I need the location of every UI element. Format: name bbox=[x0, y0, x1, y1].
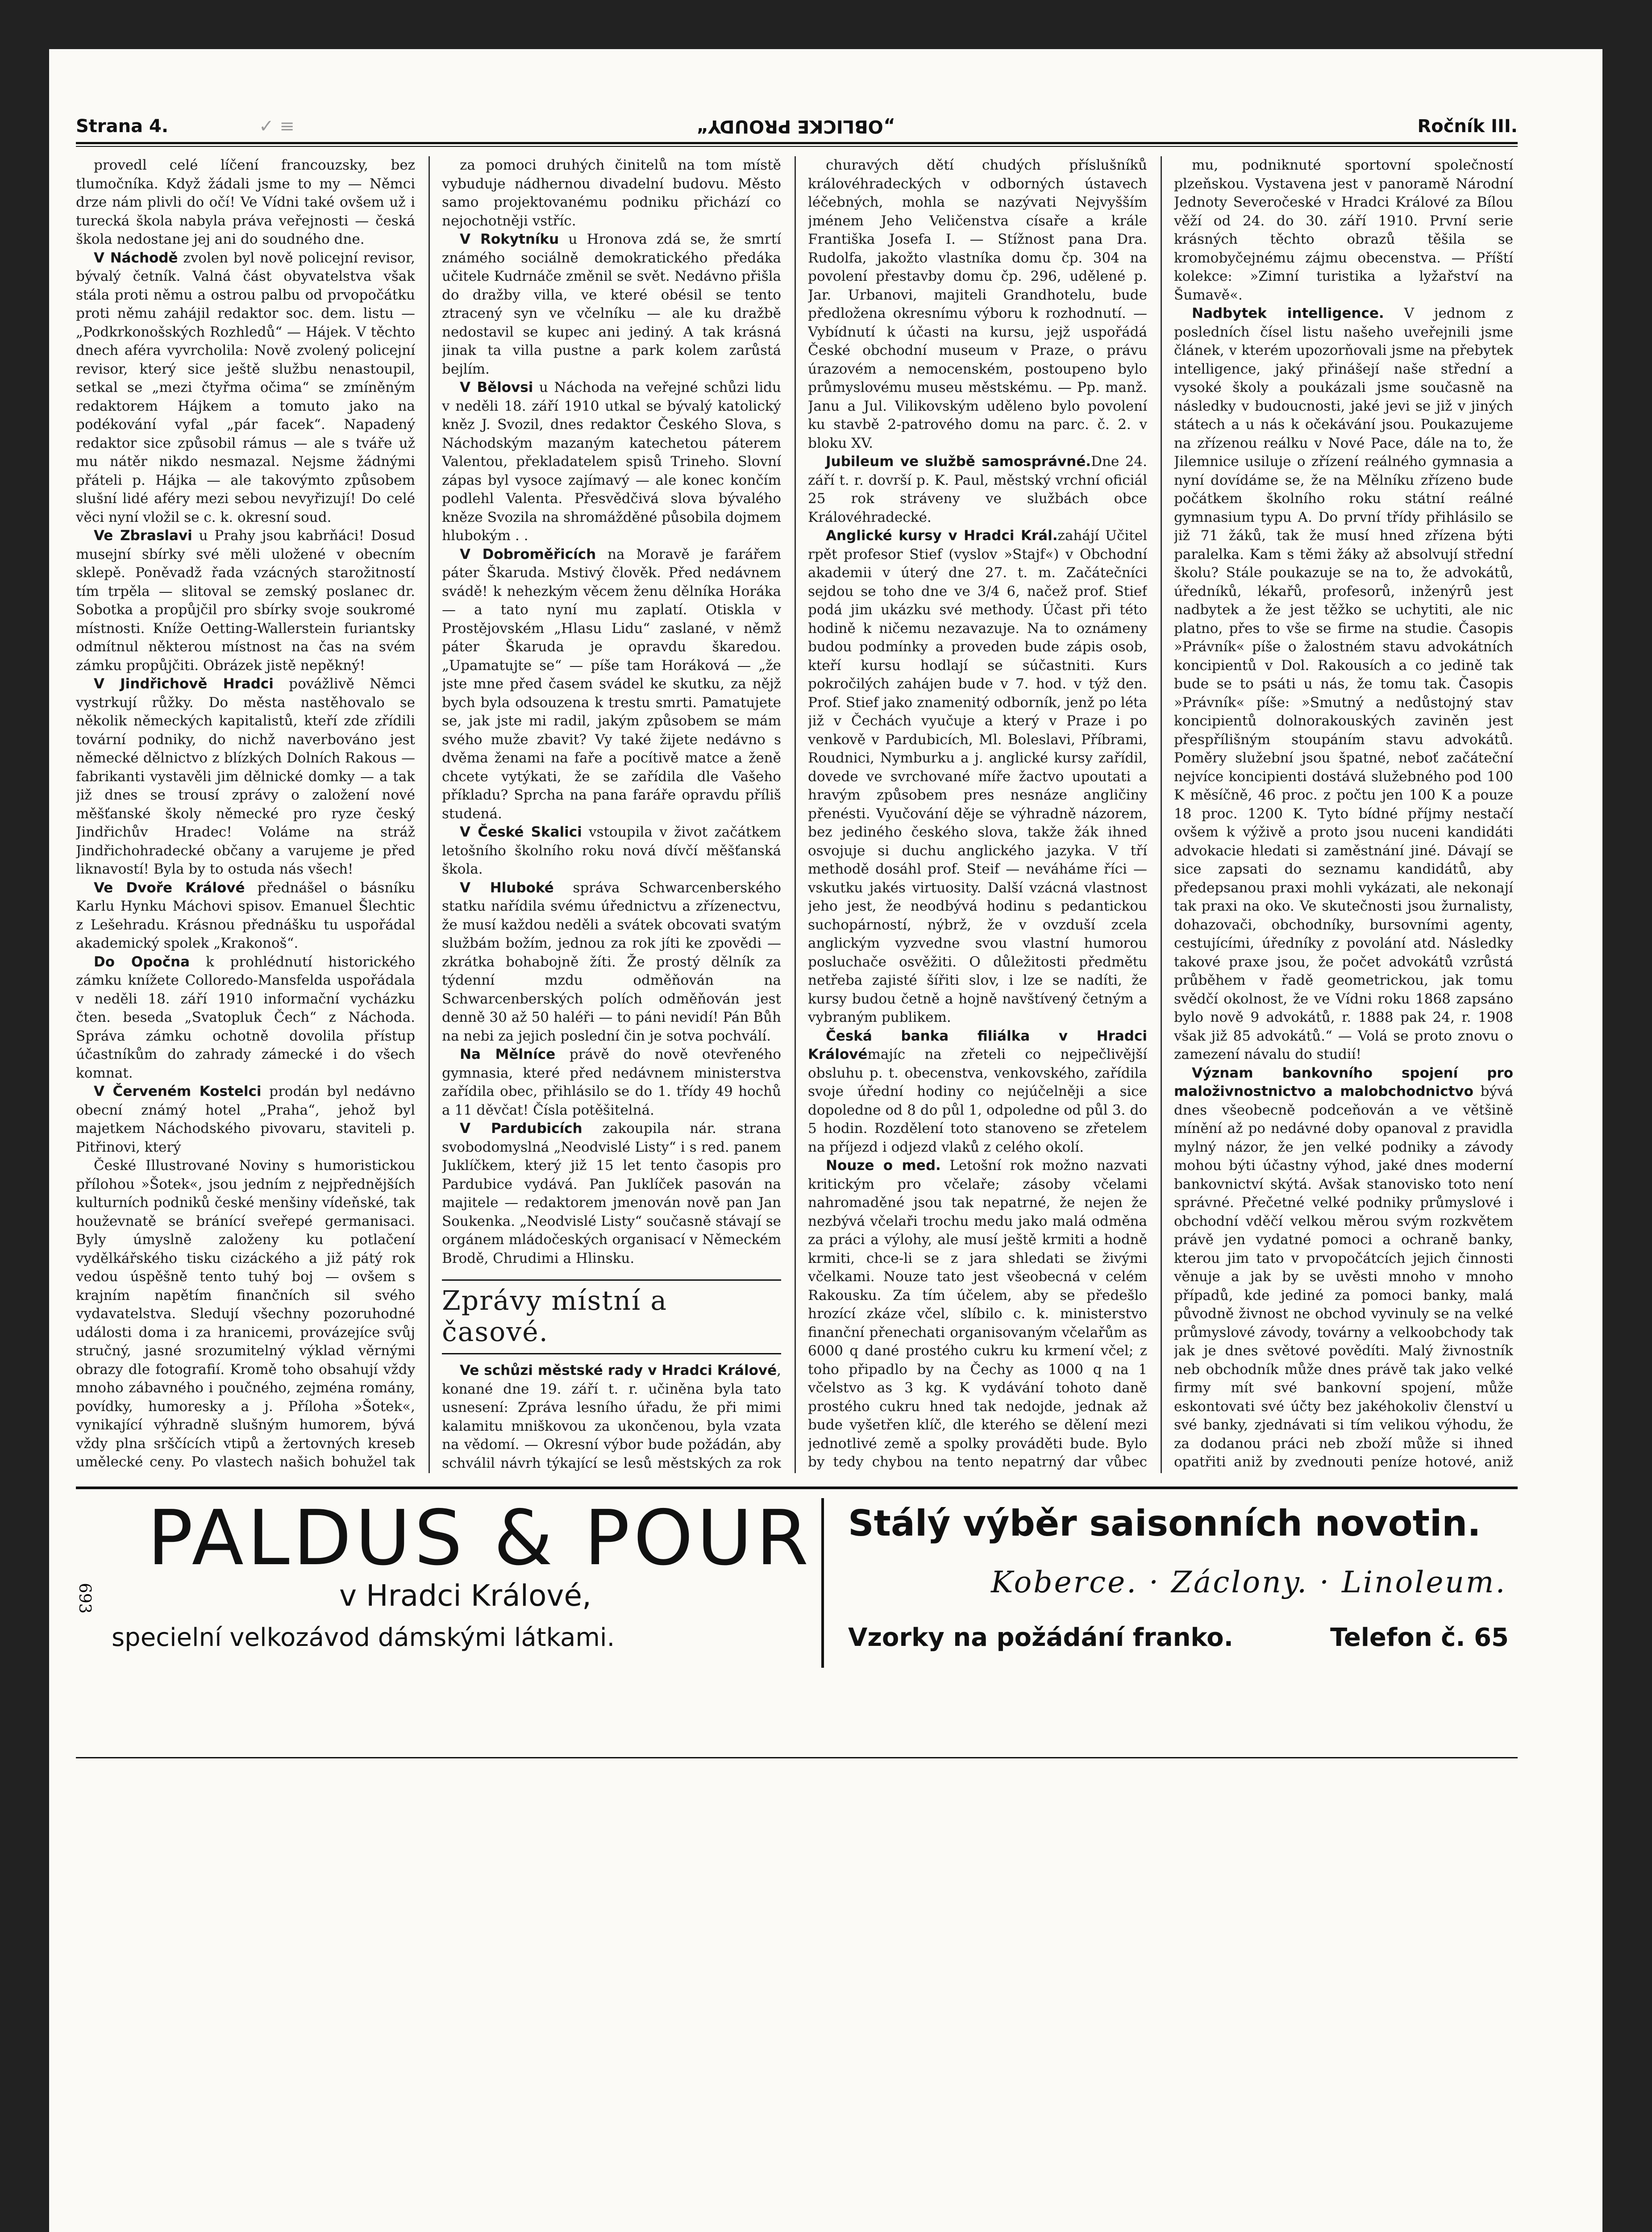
ad-specialty: specielní velkozávod dámskými látkami. bbox=[112, 1623, 615, 1652]
article-place: V Hluboké bbox=[460, 879, 554, 896]
ad-goods: Koberce. · Záclony. · Linoleum. bbox=[991, 1565, 1507, 1599]
article-paragraph bbox=[76, 953, 415, 1083]
article-paragraph bbox=[808, 453, 1147, 527]
article-paragraph bbox=[76, 675, 415, 879]
article-place: Ve Zbraslavi bbox=[94, 528, 192, 544]
article-heading: Česká banka filiálka v Hradci Králové bbox=[808, 1028, 1147, 1062]
article-place: V Rokytníku bbox=[460, 231, 559, 247]
masthead-title: „OBLICKE PROUDY“ bbox=[696, 116, 895, 137]
article-text: na Moravě je farářem páter Škaruda. Mstivý člověk. Před nedávnem svádě! k nehezkým věcem ženu dělníka Horáka — a tato nyní mu zaplatí. Otiskla v Prostějovském „Hlasu Lidu“ zaslané, v němž páter Škaruda je opravdu škaredou. „Upamatujte se“ — píše tam Horáková — „že jste mne před časem svádel ke skutku, za nějž bych byla odsouzena k trestu smrti. Pamatujete se, jak jste mi radil, jakým způsobem se mám svého muže zbavit? Vy také žijete nedávno s dvěma ženami na faře a pocítivě matce a ženě chcete vytýkati, že se zařídila dle Vašeho příkladu? Sprcha na pana faráře opravdu příliš studená. bbox=[442, 546, 781, 822]
ad-location: v Hradci Králové, bbox=[339, 1578, 591, 1613]
section-heading bbox=[442, 1279, 781, 1354]
column-4 bbox=[1174, 156, 1513, 1473]
ad-number: 693 bbox=[75, 1583, 94, 1614]
article-paragraph bbox=[808, 156, 1147, 453]
ad-divider bbox=[821, 1498, 824, 1668]
header-rule-thin bbox=[76, 146, 1518, 147]
article-text: zvolen byl nově policejní revisor, bývalý četník. Valná část obyvatelstva však stála proti němu a ostrou palbu od prvopočátku proti němu zahájil redaktor soc. dem. listu — „Podkrkonošských Rozhledů“ — Hájek. V těchto dnech aféra vyvrcholila: Nově zvolený policejní revisor, který sice ještě službu nenastoupil, setkal se „mezi čtyřma očima“ se zmíněným redaktorem Hájkem a tomuto jako na podékování vyfal „pár facek“. Napadený redaktor sice způsobil rámus — ale s tváře už mu nátěr nikdo nesmazal. Nejsme žádnými přáteli p. Hájka — ale takovýmto způsobem slušní lidé aféry mezi sebou nevyřizují! Do celé věci nyní vložil se c. k. okresní soud. bbox=[76, 250, 415, 525]
article-paragraph bbox=[1174, 156, 1513, 304]
article-paragraph bbox=[76, 527, 415, 675]
article-text: zakoupila nár. strana svobodomyslná „Neodvislé Listy“ i s red. panem Juklíčkem, který již 15 let tento časopis pro Pardubice vydává. Pan Juklíček pasován na majitele — redaktorem jmenován nově pan Jan Soukenka. „Neodvislé Listy“ současně stávají se orgánem mládočeských organisací v Německém Brodě, Chrudimi a Hlinsku. bbox=[442, 1120, 781, 1266]
article-heading: Nadbytek intelligence. bbox=[1192, 305, 1384, 321]
article-paragraph bbox=[442, 1120, 781, 1268]
margin-mark: ✓ ≡ bbox=[259, 116, 295, 137]
article-paragraph bbox=[1174, 1064, 1513, 1474]
article-text: České Illustrované Noviny s humoristickou přílohou »Šotek«, jsou jedním z nejpřednějších kulturních podniků české menšiny vídeňské, tak houževnatě se bránící sveřepé germanisaci. Byly úmyslně založeny ku potlačení vydělkářského tisku cizáckého a již pátý rok vedou úspěšně tento tuhý boj — ovšem s krajním napětím finančních sil svého vydavatelstva. Sledují všechny pozoruhodné události doma i za hranicemi, provázejíce svůj stručný, jasné srozumitelný výklad věrnými obrazy dle fotografií. Kromě toho obsahují vždy mnoho zábavného i poučného, zejména romány, povídky, humoresky a j. Příloha »Šotek«, vynikající výhradně slušným humorem, bývá vždy plna srščících vtipů a žertovných kreseb umělecké ceny. Po vlastech našich bohužel tak bbox=[76, 1158, 415, 1470]
article-paragraph bbox=[808, 1157, 1147, 1473]
article-text: u Hronova zdá se, že smrtí známého sociálně demokratického předáka učitele Kudrnáče změnil se svět. Nedávno přišla do dražby villa, ve které obésil se tento ztracený syn ve včelníku — ale ku dražbě nedostavil se kupec ani jediný. A tak krásná jinak ta villa pustne a park kolem zarůstá bejlím. bbox=[442, 231, 781, 377]
article-paragraph bbox=[76, 1157, 415, 1473]
article-text: provedl celé líčení francouzsky, bez tlumočníka. Když žádali jsme to my — Němci drze nám plivli do očí! Ve Vídni také ovšem už i turecká škola nabyla práva veřejnosti — česká škola nedostane jej ani do soudného dne. bbox=[76, 157, 415, 247]
volume-label: Ročník III. bbox=[1417, 116, 1518, 137]
article-place: Do Opočna bbox=[94, 954, 190, 970]
article-paragraph bbox=[442, 546, 781, 824]
article-text: k prohlédnutí historického zámku knížete Colloredo-Mansfelda uspořádala v neděli 18. září 1910 informační vycházku čten. beseda „Svatopluk Čech“ z Náchoda. Správa zámku ochotně dovolila přístup účastníkům do zahrady zámecké i do všech komnat. bbox=[76, 954, 415, 1081]
article-place: Na Mělníce bbox=[460, 1046, 556, 1062]
article-paragraph bbox=[808, 1027, 1147, 1157]
article-text: povážlivě Němci vystrkují růžky. Do města nastěhovalo se několik německých kapitalistů, kteří zde zřídili tovární podniky, do nichž naverbováno jest německé dělnictvo z blízkých Dolních Rakous — fabrikanti vystavěli jim dělnické domky — a tak již dnes se trousí zprávy o založení nové měšťanské školy německé pro ryze český Jindřichův Hradec! Voláme na stráž Jindřichohradecké občany a varujeme je před liknavostí! Byla by to ostuda nás všech! bbox=[76, 676, 415, 877]
article-text: majíc na zřeteli co nejpečlivější obsluhu p. t. obecenstva, venkovského, zařídila svoje úřední hodiny co nejúčelněji a sice dopoledne od 8 do půl 1, odpoledne od půl 3. do 5 hodin. Rozdělení toto stanoveno se zřetelem na příjezd i odjezd vlaků z celého okolí. bbox=[808, 1046, 1147, 1155]
article-text: Dne 24. září t. r. dovrší p. K. Paul, městský vrchní oficiál 25 rok stráveny ve službách obce Královéhradecké. bbox=[808, 454, 1147, 525]
article-paragraph bbox=[808, 527, 1147, 1027]
column-divider bbox=[429, 156, 430, 1473]
page-number: Strana 4. bbox=[76, 116, 169, 137]
article-paragraph bbox=[76, 879, 415, 953]
column-3 bbox=[808, 156, 1147, 1473]
article-text: bývá dnes všeobecně podceňován a ve většině mínění až po nedávné doby opanoval z pravidla mylný názor, že jen velké podniky a závody mohou býti účastny výhod, jaké dnes moderní bankovnictví skýtá. Avšak stanovisko toto není správné. Přečetné velké podniky průmyslové i obchodní vděčí velkou měrou svým rozkvětem právě jen vydatné pomoci a ochraně banky, kterou jim tato v prvopočátcích jejich činnosti věnuje a jak by se uvěsti mnoho v mnoho případů, kde jediné za pomoci banky, malá původně živnost ne obchod vyvinuly se na velké průmyslové závody, továrny a velkoobchody tak jak je dnes světové povědíti. Malý živnostník neb obchodník může dnes právě tak jako velké firmy mít své bankovní spojení, může eskontovati své účty bez jakéhokoliv členství u své banky, zjednávati si tím velikou výhodu, že za dodanou práci neb zboží může si ihned opatřiti aniž by zvednouti peníze hotové, aniž bbox=[1174, 1083, 1513, 1470]
article-paragraph bbox=[76, 156, 415, 249]
article-place: Ve schůzi městské rady v Hradci Králové bbox=[460, 1362, 777, 1378]
article-paragraph bbox=[442, 823, 781, 879]
ad-phone: Telefon č. 65 bbox=[1330, 1623, 1509, 1652]
article-paragraph bbox=[442, 879, 781, 1046]
article-text: správa Schwarcenberského statku nařídila svému úřednictvu a zřízenectvu, že musí každou neděli a svátek obcovati svatým službám božím, jednou za rok jíti ke zpovědi — zkrátka bohabojně žíti. Že prostý dělník za týdenní mzdu odměňován na Schwarcenberských polích odměňován jest denně 30 až 50 haléři — to páni nevidí! Pán Bůh na nebi za jejich poslední čin je sotva pochválí. bbox=[442, 879, 781, 1044]
article-heading: Jubileum ve službě samosprávné. bbox=[826, 454, 1091, 470]
page-header bbox=[76, 116, 1518, 143]
article-place: V Bělovsi bbox=[460, 379, 533, 396]
article-place: V Dobroměřicích bbox=[460, 546, 596, 562]
article-text: churavých dětí chudých příslušníků královéhradeckých v odborných ústavech léčebných, mohla se nazývati Nejvyšším jménem Jeho Veličenstva císaře a krále Františka Josefa I. — Stížnost pana Dra. Rudolfa, jakožto vlastníka domu čp. 304 na povolení přestavby domu čp. 296, udělené p. Jar. Urbanovi, majiteli Grandhotelu, bude předložena okresnímu výboru k rozhodnutí. — Vybídnutí k účasti na kursu, jejž uspořádá České obchodní museum v Praze, o právu úrazovém a nemocenském, postoupeno bylo průmyslovému museu městskému. — Pp. manž. Janu a Jul. Vilikovským uděleno bylo povolení ku stavbě 2-patrového domu na parc. č. 2. v bloku XV. bbox=[808, 157, 1147, 451]
article-text: mu, podniknuté sportovní společností plzeňskou. Vystavena jest v panoramě Národní Jednoty Severočeské v Hradci Králové za Bílou věží od 24. do 30. září 1910. První serie krásných těchto obrazů těšila se kromobyčejnému zájmu obecenstva. — Příští kolekce: »Zimní turistika a lyžařství na Šumavě«. bbox=[1174, 157, 1513, 303]
column-1 bbox=[76, 156, 415, 1473]
article-heading: Význam bankovního spojení pro maloživnostnictvo a malobchodnictvo bbox=[1174, 1065, 1513, 1099]
article-place: V Náchodě bbox=[94, 250, 178, 266]
section-title: Zprávy místní a časové. bbox=[442, 1285, 668, 1348]
article-text: V jednom z posledních čísel listu našeho uveřejnili jsme článek, v kterém upozorňovali jsme na přebytek intelligence, jaký přinášejí naše střední a vysoké školy a poukázali jsme současně na následky v budoucnosti, jaké jevi se již v jiných státech a u nás k očekávání jsou. Poukazujeme na zřízenou reálku v Nové Pace, dále na to, že Jilemnice usiluje o zřízení reálného gymnasia a nyní dovídáme se, že na Mělníku zřízeno bude počátkem školního roku státní reálné gymnasium typu A. Do první třídy přihlásilo se již 71 žáků, tak že musí hned zřízena býti paralelka. Kam s těmi žáky až absolvují střední školu? Stále poukazuje se na to, že advokátů, úředníků, lékařů, profesorů, inženýrů jest nadbytek a že jest těžko se uchytiti, ale nic platno, přes to vše se firme na studie. Časopis »Právník« píše o žalostném stavu advokátních koncipientů v Dol. Rakousích a co jedině tak bude se to psáti u nás, že tomu tak. Časopis »Právník« píše: »Smutný a nedůstojný stav koncipientů dolnorakouských zaviněn jest přespřílišným stoupáním stavu advokátů. Poměry služební jsou špatné, neboť začáteční nejvíce koncipienti dostává služebného pod 100 K měsíčně, 46 proc. z počtu jen 100 K a pouze 18 proc. 1200 K. Tyto bídné příjmy nestačí ovšem k výživě a proto jsou nuceni kandidáti advokacie hledati si zaměstnání jiné. Dávají se sice zapsati do seznamu kandidátů, aby předepsanou praxi mohli vykázati, ale nekonají tak praxi na oko. Ve skutečnosti jsou žurnalisty, dohazovači, obchodníky, bursovními agenty, cestujícími, úředníky z povolání atd. Následky takové praxe jsou, že počet advokátů vzrůstá průběhem v řadě geometrickou, jak tomu svědčí okolnost, že ve Vídni roku 1868 zapsáno bylo nově 9 advokátů, r. 1888 pak 24, r. 1908 však již 85 advokátů.“ — Volá se proto znovu o zamezení návalu do studií! bbox=[1174, 305, 1513, 1062]
header-rule bbox=[76, 142, 1518, 144]
article-paragraph bbox=[76, 1083, 415, 1157]
article-paragraph bbox=[76, 249, 415, 527]
column-2 bbox=[442, 156, 781, 1473]
article-place: V Pardubicích bbox=[460, 1120, 583, 1137]
article-text: zahájí Učitel rpět profesor Stief (vyslov »Stajf«) v Obchodní akademii v úterý dne 27. t. m. Začátečníci sejdou se toho dne ve 3/4 6, načež prof. Stief podá jim ukázku své methody. Účast při této hodině k ničemu nezavazuje. Na to oznámeny budou podmínky a proveden bude zápis osob, kteří kursu hodlají se súčastniti. Kurs pokročilých zahájen bude v 7. hod. v týž den. Prof. Stief jako znamenitý odborník, jenž po léta již v Čechách vyučuje a který v Praze i po venkově v Pardubicích, Ml. Boleslavi, Příbrami, Roudnici, Nymburku a j. anglické kursy zařídil, dovede ve svrchované míře žactvo upoutati a hravým způsobem pres nesnáze angličiny přenésti. Vyučování děje se výhradně názorem, bez jediného českého slova, takže žák ihned osvojuje si duchu anglického jazyka. V tří methodě dosáhl prof. Steif — neváháme říci — vskutku jakés virtuosity. Další vzácná vlastnost jeho jest, že neodbývá hodinu s pedantickou suchopárností, nýbrž, že v ovzduší zcela anglickým vyzvedne svou vlastní humorou posluchače osvěžiti. O důležitosti předmětu netřeba zajisté šířiti slov, i lze se nadíti, že kursy budou četně a hojně navštívený četným a vybraným publikem. bbox=[808, 528, 1147, 1025]
article-place: Ve Dvoře Králové bbox=[94, 879, 245, 896]
column-divider bbox=[1161, 156, 1162, 1473]
article-text: právě do nově otevřeného gymnasia, které před nedávnem ministerstva zařídila obec, přihlásilo se do 1. třídy 49 hochů a 11 děvčat! Čísla potěšitelná. bbox=[442, 1046, 781, 1118]
article-paragraph bbox=[442, 1362, 781, 1473]
advertisement bbox=[76, 1487, 1518, 1758]
article-text: , konané dne 19. září t. r. učiněna byla tato usnesení: Zpráva lesního úřadu, že při mimi kalamitu mniškovou za ukončenou, byla vzata na vědomí. — Okresní výbor bude požádán, aby schválil návrh týkající se lesů městských za rok bbox=[442, 1362, 781, 1471]
article-text: za pomoci druhých činitelů na tom místě vybuduje nádhernou divadelní budovu. Město samo projektovanému podniku přichází co nejochotněji vstříc. bbox=[442, 157, 781, 229]
article-heading: Anglické kursy v Hradci Král. bbox=[826, 528, 1058, 544]
ad-brand: PALDUS & POUR bbox=[147, 1494, 812, 1582]
article-paragraph bbox=[442, 1045, 781, 1120]
column-divider bbox=[795, 156, 796, 1473]
article-place: V Červeném Kostelci bbox=[94, 1083, 262, 1099]
article-place: V Jindřichově Hradci bbox=[94, 676, 274, 692]
article-place: V České Skalici bbox=[460, 824, 582, 840]
article-paragraph bbox=[442, 230, 781, 379]
article-text: vstoupila v život začátkem letošního školního roku nová dívčí měšťanská škola. bbox=[442, 824, 781, 877]
article-text: prodán byl nedávno obecní známý hotel „Praha“, jehož byl majetkem Náchodského pivovaru, staviteli p. Pitřinovi, který bbox=[76, 1083, 415, 1155]
article-text: u Prahy jsou kabrňáci! Dosud musejní sbírky své měli uložené v obecním sklepě. Poněvadž řada vzácných starožitností tím trpěla — slitoval se zemský poslanec dr. Sobotka a propůjčil pro sbírky svoje soukromé místnosti. Kníže Oetting-Wallerstein furiantsky odmítnul některou místnost na čas na svém zámku propůjčiti. Obrázek jistě nepěkný! bbox=[76, 528, 415, 674]
article-text: u Náchoda na veřejné schůzi lidu v neděli 18. září 1910 utkal se bývalý katolický kněz J. Svozil, dnes redaktor Českého Slova, s Náchodským mazaným katechetou páterem Valentou, překladatelem spisů Trineho. Slovní zápas byl vysoce zajímavý — ale konec končím podlehl Valenta. Přesvědčivá slova bývalého kněze Svozila na shromážděné působila dojmem hlubokým . . bbox=[442, 379, 781, 544]
article-text: Letošní rok možno nazvati kritickým pro včelaře; zásoby včelami nahromaděné jsou tak nepatrné, že nejen že nezbývá včelaři trochu medu jako malá odměna za práci a výlohy, ale musí ještě krmiti a hodně krmiti, chce-li se z jara shledati se živými včelkami. Nouze tato jest všeobecná v celém Rakousku. Za tím účelem, aby se předešlo hrozící zkáze včel, slíbilo c. k. ministerstvo finanční přenechati organisovaným včelařům as 6000 q dané prostého cukru ku krmení včel; z toho připadlo by na Čechy as 1000 q na 1 včelstvo as 3 kg. K vydávání tohoto daně prostého cukru hned tak nedojde, jednak až bude vyšetřen klíč, dle kterého se dělení mezi jednotlivé země a spolky prováděti bude. Bylo by tedy chybou na tento nepatrný dar vůbec bbox=[808, 1158, 1147, 1470]
article-paragraph bbox=[442, 379, 781, 546]
ad-samples: Vzorky na požádání franko. bbox=[848, 1623, 1233, 1652]
article-paragraph bbox=[442, 156, 781, 230]
article-heading: Nouze o med. bbox=[826, 1158, 941, 1174]
article-paragraph bbox=[1174, 304, 1513, 1064]
article-text: přednášel o básníku Karlu Hynku Máchovi spisov. Emanuel Šlechtic z Lešehradu. Krásnou přednášku tu uspořádal akademický spolek „Krakonoš“. bbox=[76, 879, 415, 951]
ad-slogan: Stálý výběr saisonních novotin. bbox=[848, 1503, 1481, 1544]
article-columns bbox=[76, 156, 1518, 1473]
